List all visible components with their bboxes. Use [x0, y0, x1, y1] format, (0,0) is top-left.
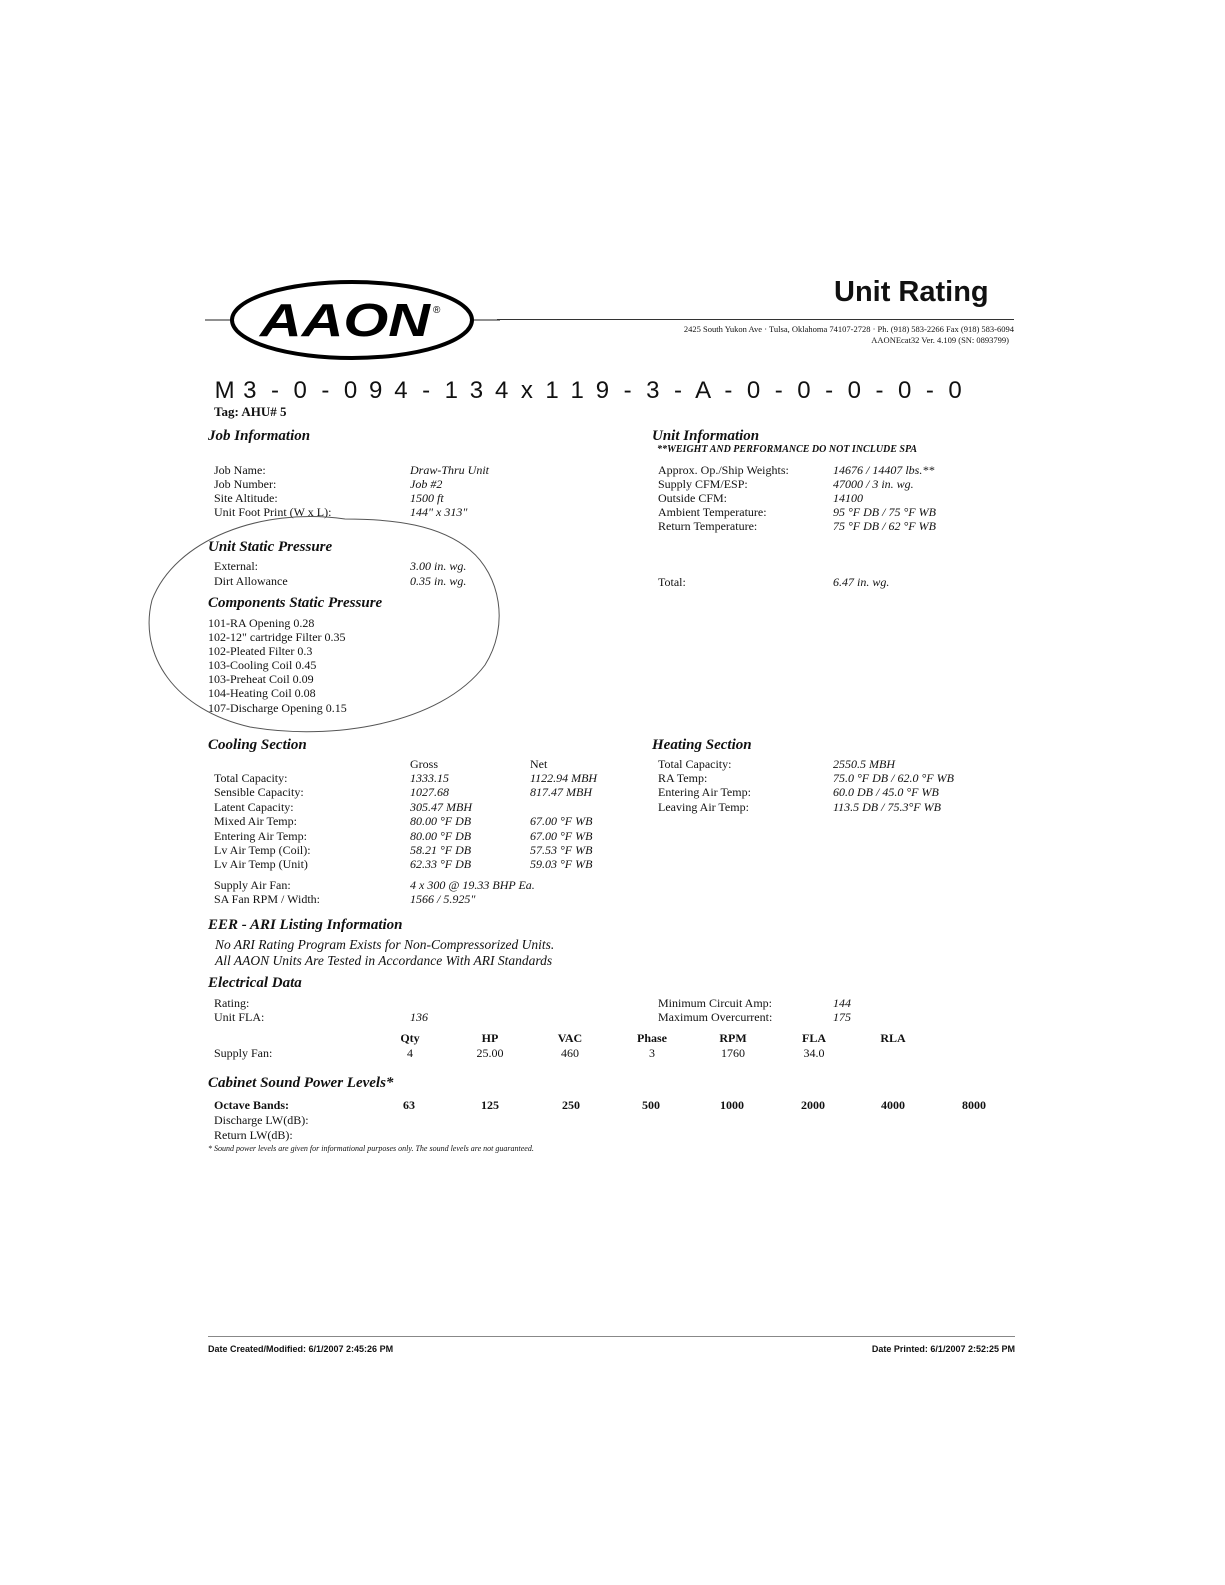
electrical-heading: Electrical Data: [208, 975, 302, 991]
supply-cfm-label: Supply CFM/ESP:: [658, 477, 748, 491]
total-static-value: 6.47 in. wg.: [833, 575, 890, 589]
model-char: 1: [444, 377, 458, 404]
model-char: 4: [394, 377, 408, 404]
model-char: 3: [243, 377, 257, 404]
octave-band: 125: [481, 1098, 499, 1112]
ra-temp-label: RA Temp:: [658, 771, 708, 785]
date-created: Date Created/Modified: 6/1/2007 2:45:26 PM: [208, 1344, 394, 1354]
electrical-column-header: RLA: [880, 1031, 906, 1045]
return-temp-value: 75 °F DB / 62 °F WB: [833, 519, 936, 533]
job-name-label: Job Name:: [214, 463, 266, 477]
ra-temp-value: 75.0 °F DB / 62.0 °F WB: [833, 771, 954, 785]
ambient-temp-label: Ambient Temperature:: [658, 505, 767, 519]
heat-total-capacity-label: Total Capacity:: [658, 757, 732, 771]
model-char: 3: [646, 377, 660, 404]
cooling-heading: Cooling Section: [208, 737, 307, 753]
site-altitude-value: 1500 ft: [410, 491, 444, 505]
octave-band: 2000: [801, 1098, 825, 1112]
supply-air-fan-value: 4 x 300 @ 19.33 BHP Ea.: [410, 878, 535, 892]
sa-fan-rpm-label: SA Fan RPM / Width:: [214, 892, 320, 906]
total-static-label: Total:: [658, 575, 686, 589]
heat-entering-air-value: 60.0 DB / 45.0 °F WB: [833, 785, 939, 799]
model-char: M: [214, 377, 235, 404]
page-title: Unit Rating: [834, 276, 989, 308]
logo-text: AAON: [258, 294, 431, 346]
model-char: 4: [494, 377, 509, 404]
model-char: -: [875, 377, 884, 404]
model-char: x: [520, 377, 533, 404]
job-info-heading: Job Information: [208, 428, 311, 444]
external-value: 3.00 in. wg.: [410, 559, 467, 573]
static-pressure-heading: Unit Static Pressure: [208, 539, 333, 555]
sa-fan-rpm-value: 1566 / 5.925": [410, 892, 476, 906]
footer-rule: [208, 1336, 1015, 1337]
external-label: External:: [214, 559, 258, 573]
software-version: AAONEcat32 Ver. 4.109 (SN: 0893799): [871, 335, 1009, 345]
component-item: 103-Preheat Coil 0.09: [208, 672, 314, 686]
date-printed: Date Printed: 6/1/2007 2:52:25 PM: [871, 1344, 1015, 1354]
cooling-row-label: Total Capacity:: [214, 771, 288, 785]
sound-heading: Cabinet Sound Power Levels*: [208, 1075, 394, 1091]
supply-air-fan-label: Supply Air Fan:: [214, 878, 291, 892]
net-column-header: Net: [530, 757, 548, 771]
unit-tag: Tag: AHU# 5: [214, 404, 287, 419]
electrical-column-header: HP: [481, 1031, 499, 1045]
mop-value: 175: [833, 1010, 851, 1024]
unit-info-note: **WEIGHT AND PERFORMANCE DO NOT INCLUDE SPA: [657, 444, 918, 455]
model-char: 0: [343, 377, 358, 404]
cooling-net-value: 67.00 °F WB: [530, 828, 593, 843]
component-item: 104-Heating Coil 0.08: [208, 686, 316, 700]
component-item: 102-12" cartridge Filter 0.35: [208, 630, 346, 644]
return-temp-label: Return Temperature:: [658, 519, 758, 533]
components-heading: Components Static Pressure: [208, 595, 383, 611]
octave-bands-label: Octave Bands:: [214, 1098, 289, 1112]
model-char: -: [774, 377, 783, 404]
model-char: 9: [595, 377, 610, 404]
weights-label: Approx. Op./Ship Weights:: [658, 463, 789, 477]
cooling-gross-value: 62.33 °F DB: [410, 857, 472, 872]
model-char: -: [825, 377, 834, 404]
model-char: 0: [847, 377, 861, 404]
cooling-gross-value: 1027.68: [410, 785, 449, 800]
component-item: 103-Cooling Coil 0.45: [208, 658, 317, 672]
model-char: -: [925, 377, 934, 404]
site-altitude-label: Site Altitude:: [214, 491, 278, 505]
model-char: 3: [469, 377, 484, 404]
octave-band: 250: [562, 1098, 580, 1112]
weights-value: 14676 / 14407 lbs.**: [833, 463, 935, 477]
cooling-row-label: Mixed Air Temp:: [214, 814, 297, 829]
octave-band: 500: [642, 1098, 660, 1112]
aaon-logo: [205, 278, 500, 366]
mop-label: Maximum Overcurrent:: [658, 1010, 773, 1024]
electrical-column-header: RPM: [719, 1031, 747, 1045]
electrical-column-header: FLA: [802, 1031, 826, 1045]
ambient-temp-value: 95 °F DB / 75 °F WB: [833, 505, 936, 519]
job-number-value: Job #2: [410, 477, 443, 491]
cooling-gross-value: 80.00 °F DB: [410, 828, 472, 843]
dirt-allowance-label: Dirt Allowance: [214, 574, 288, 588]
mca-value: 144: [833, 996, 851, 1010]
cooling-row-label: Latent Capacity:: [214, 799, 294, 814]
model-number: [212, 377, 968, 405]
supply-fan-value: 25.00: [476, 1046, 504, 1060]
model-char: 0: [948, 377, 962, 404]
model-char: -: [623, 377, 632, 404]
electrical-column-header: VAC: [557, 1031, 583, 1045]
cooling-net-value: 59.03 °F WB: [530, 857, 593, 872]
svg-text:®: ®: [433, 305, 441, 316]
unit-fla-label: Unit FLA:: [214, 1010, 265, 1024]
cooling-row-label: Lv Air Temp (Unit): [214, 857, 308, 872]
octave-band: 1000: [720, 1098, 744, 1112]
electrical-column-header: Phase: [637, 1031, 667, 1045]
job-name-value: Draw-Thru Unit: [410, 463, 490, 477]
model-char: -: [724, 377, 733, 404]
octave-band: 63: [403, 1098, 415, 1112]
cooling-net-value: 1122.94 MBH: [530, 771, 598, 785]
eer-line: All AAON Units Are Tested in Accordance With ARI Standards: [215, 953, 553, 968]
cooling-row-label: Lv Air Temp (Coil):: [214, 843, 311, 857]
cooling-gross-value: 1333.15: [410, 771, 449, 785]
cooling-gross-value: 305.47 MBH: [410, 799, 472, 814]
cooling-row-label: Entering Air Temp:: [214, 828, 307, 843]
cooling-net-value: 57.53 °F WB: [530, 843, 593, 857]
cooling-gross-value: 58.21 °F DB: [410, 843, 472, 857]
rating-label: Rating:: [214, 996, 250, 1010]
component-item: 102-Pleated Filter 0.3: [208, 644, 313, 658]
supply-cfm-value: 47000 / 3 in. wg.: [833, 477, 914, 491]
supply-fan-label: Supply Fan:: [214, 1046, 273, 1060]
model-char: 0: [746, 377, 761, 404]
dirt-allowance-value: 0.35 in. wg.: [410, 574, 467, 588]
supply-fan-value: 3: [649, 1046, 655, 1060]
foot-print-label: Unit Foot Print (W x L):: [214, 505, 332, 519]
cooling-row-label: Sensible Capacity:: [214, 785, 304, 800]
eer-heading: EER - ARI Listing Information: [208, 917, 403, 933]
electrical-column-header: Qty: [400, 1031, 420, 1045]
octave-band: 8000: [962, 1098, 986, 1112]
header-rule: [497, 319, 1014, 320]
component-item: 107-Discharge Opening 0.15: [208, 701, 347, 715]
heat-leaving-air-value: 113.5 DB / 75.3°F WB: [833, 800, 941, 814]
foot-print-value: 144" x 313": [410, 505, 468, 519]
model-char: 9: [369, 377, 383, 404]
outside-cfm-value: 14100: [833, 491, 863, 505]
sound-footnote: * Sound power levels are given for informational purposes only. The sound levels are not guaranteed.: [208, 1144, 534, 1153]
heat-leaving-air-label: Leaving Air Temp:: [658, 800, 749, 814]
heat-total-capacity-value: 2550.5 MBH: [833, 757, 895, 771]
outside-cfm-label: Outside CFM:: [658, 491, 728, 505]
supply-fan-value: 34.0: [803, 1046, 825, 1060]
model-char: -: [673, 377, 682, 404]
return-lw-label: Return LW(dB):: [214, 1128, 293, 1142]
model-char: -: [422, 377, 431, 404]
mca-label: Minimum Circuit Amp:: [658, 996, 773, 1010]
model-char: 0: [897, 377, 912, 404]
cooling-gross-value: 80.00 °F DB: [410, 814, 472, 829]
gross-column-header: Gross: [410, 757, 439, 771]
model-char: 0: [797, 377, 811, 404]
heat-entering-air-label: Entering Air Temp:: [658, 785, 751, 799]
heating-heading: Heating Section: [652, 737, 752, 753]
company-address: 2425 South Yukon Ave · Tulsa, Oklahoma 74107-2728 · Ph. (918) 583-2266 Fax (918) 583-6094: [683, 324, 1014, 334]
octave-band: 4000: [881, 1098, 905, 1112]
supply-fan-value: 1760: [721, 1046, 745, 1060]
job-number-label: Job Number:: [214, 477, 277, 491]
model-char: A: [695, 377, 712, 404]
discharge-lw-label: Discharge LW(dB):: [214, 1113, 309, 1127]
unit-info-heading: Unit Information: [652, 428, 760, 444]
supply-fan-value: 460: [561, 1046, 579, 1060]
supply-fan-value: 4: [407, 1046, 413, 1060]
unit-fla-value: 136: [410, 1010, 428, 1024]
model-char: 1: [570, 377, 584, 404]
model-char: -: [321, 377, 330, 404]
cooling-net-value: 817.47 MBH: [530, 785, 592, 800]
model-char: 1: [545, 377, 559, 404]
component-item: 101-RA Opening 0.28: [208, 616, 315, 630]
eer-line: No ARI Rating Program Exists for Non-Compressorized Units.: [215, 937, 555, 952]
cooling-net-value: 67.00 °F WB: [530, 814, 593, 829]
model-char: -: [270, 377, 279, 404]
model-char: 0: [293, 377, 307, 404]
